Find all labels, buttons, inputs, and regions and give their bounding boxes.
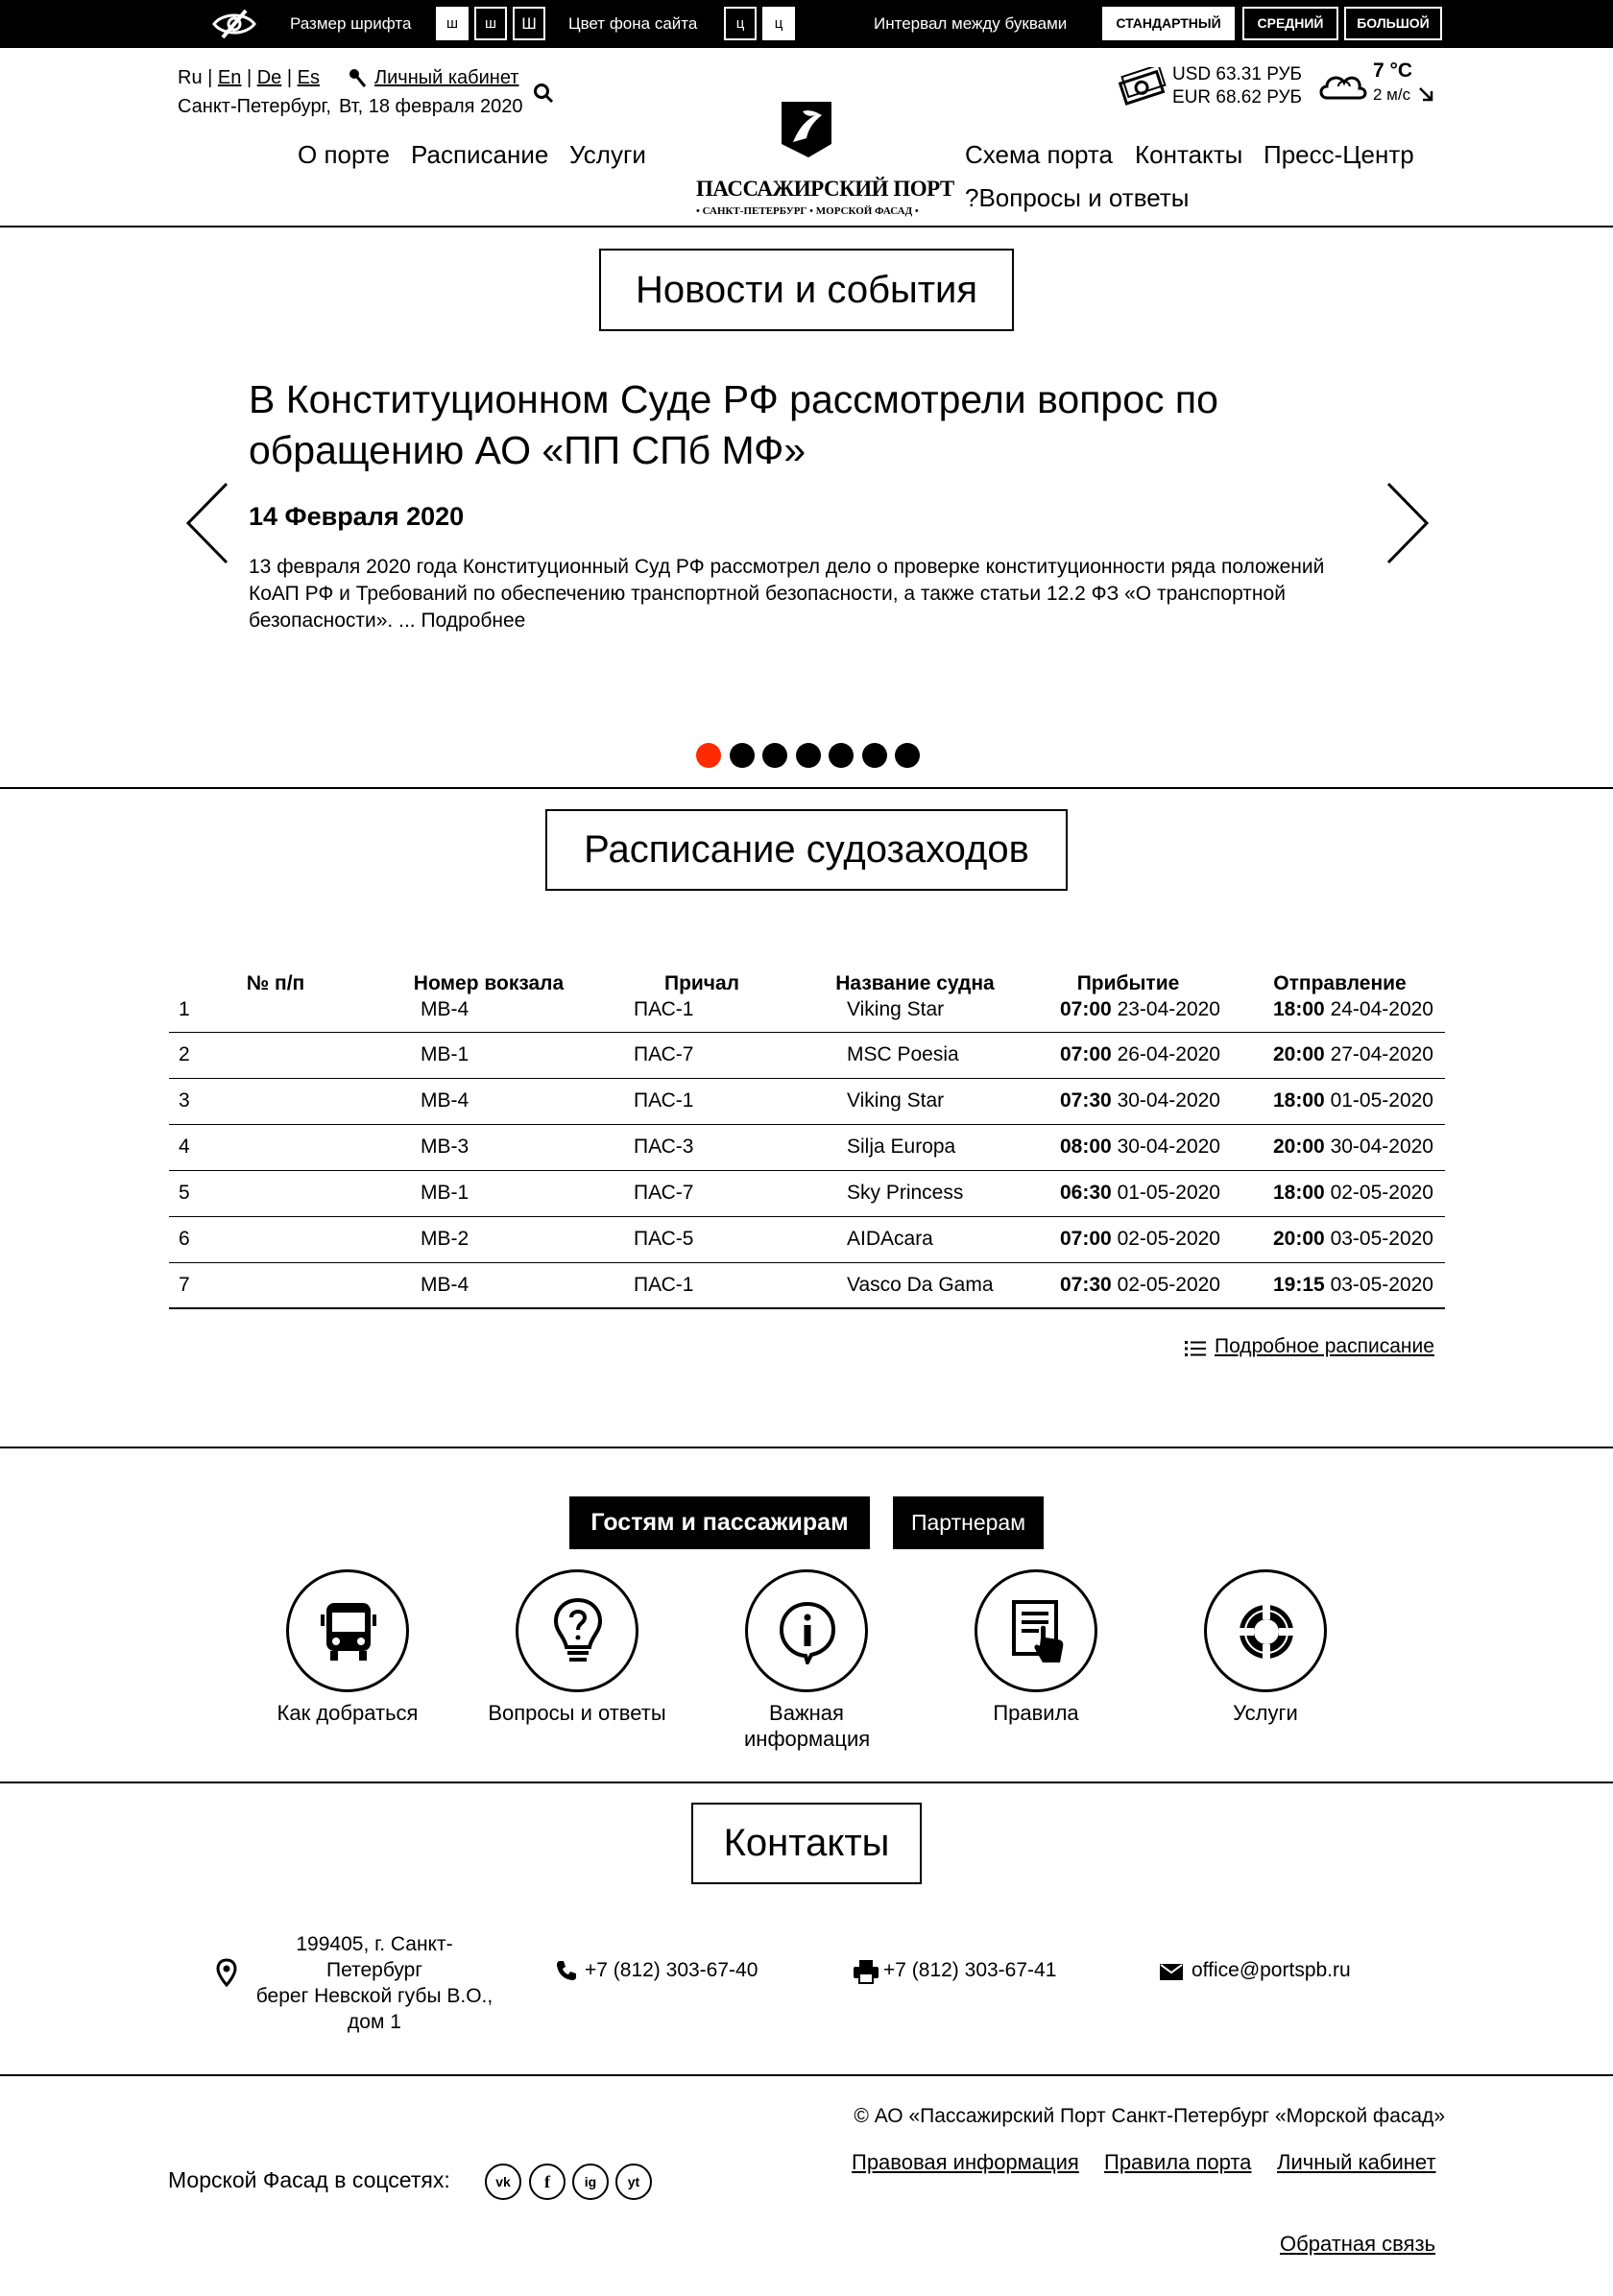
facebook-icon[interactable]: f: [529, 2164, 566, 2200]
service-label: Важная информация: [744, 1701, 871, 1751]
font-size-medium-button[interactable]: ш: [474, 7, 507, 40]
schedule-divider: [0, 1447, 1613, 1448]
cell-departure: [1235, 1124, 1445, 1170]
cell-ship: Sky Princess: [808, 1170, 1022, 1216]
slider-dot[interactable]: [696, 743, 721, 768]
news-text[interactable]: 13 февраля 2020 года Конституционный Суд РФ рассмотрел дело о проверке конституционности ряда положений КоАП РФ и Требований по обеспечению транспортной безопасности, а также статьи 12.2 ФЗ «О транспортной безопасности». ... Подробнее: [249, 556, 1325, 632]
cell-departure: [1235, 1216, 1445, 1262]
money-icon: [1119, 67, 1167, 108]
date-label: Вт, 18 февраля 2020: [339, 96, 523, 117]
cell-departure: [1235, 1262, 1445, 1308]
arrival-date: 02-05-2020: [1117, 1228, 1220, 1250]
lang-ru[interactable]: Ru: [178, 67, 203, 88]
cell-number: 1: [169, 995, 382, 1032]
cell-station: МВ-2: [382, 1216, 595, 1262]
schedule-table: [169, 965, 1445, 1309]
social-label: Морской Фасад в соцсетях:: [168, 2167, 450, 2192]
column-header: № п/п: [246, 972, 305, 994]
lang-separator: |: [207, 67, 213, 88]
cell-arrival: [1022, 1078, 1235, 1124]
eur-rate: EUR 68.62 РУБ: [1172, 87, 1303, 108]
cell-berth: ПАС-3: [595, 1124, 808, 1170]
bg-color-dark-button[interactable]: ц: [724, 7, 757, 40]
location-pin-icon: [216, 1958, 237, 1987]
instagram-icon[interactable]: ig: [572, 2164, 609, 2200]
spacing-large-button[interactable]: БОЛЬШОЙ: [1344, 7, 1442, 40]
key-icon: [348, 67, 367, 88]
departure-time: 20:00: [1273, 1043, 1325, 1065]
envelope-icon: [1160, 1964, 1183, 1980]
table-row: [169, 995, 1445, 1032]
departure-time: 18:00: [1273, 1089, 1325, 1112]
schedule-section-title: Расписание судозаходов: [545, 809, 1068, 891]
news-section-title: Новости и события: [599, 249, 1014, 331]
search-icon[interactable]: [533, 83, 554, 104]
vk-icon[interactable]: vk: [485, 2164, 521, 2200]
column-header: Причал: [663, 972, 740, 994]
service-label: Как добраться: [277, 1701, 419, 1725]
arrival-date: 30-04-2020: [1117, 1089, 1220, 1112]
cell-arrival: [1022, 1032, 1235, 1078]
departure-date: 03-05-2020: [1330, 1228, 1433, 1250]
departure-date: 02-05-2020: [1330, 1182, 1433, 1204]
font-size-label: Размер шрифта: [290, 14, 412, 33]
slider-next-arrow-icon[interactable]: [1384, 482, 1431, 564]
cell-number: 5: [169, 1170, 382, 1216]
cell-ship: Viking Star: [808, 995, 1022, 1032]
cell-departure: [1235, 995, 1445, 1032]
wind-arrow-icon: [1418, 86, 1433, 102]
cell-ship: Silja Europa: [808, 1124, 1022, 1170]
contact-fax[interactable]: +7 (812) 303-67-41: [883, 1959, 1057, 1981]
cell-station: МВ-4: [382, 995, 595, 1032]
footer-link-cabinet[interactable]: Личный кабинет: [1277, 2150, 1436, 2174]
cloud-icon: [1317, 65, 1367, 104]
info-icon: [779, 1601, 836, 1664]
lang-separator: |: [246, 67, 253, 88]
cell-departure: [1235, 1170, 1445, 1216]
weather-temp: 7 °C: [1373, 60, 1413, 82]
font-size-large-button[interactable]: Ш: [513, 7, 545, 40]
table-row: [169, 1124, 1445, 1170]
nav-services[interactable]: Услуги: [569, 140, 646, 169]
bg-color-light-button[interactable]: ц: [762, 7, 795, 40]
slider-dot[interactable]: [796, 743, 821, 768]
header-divider: [0, 226, 1613, 227]
departure-date: 03-05-2020: [1330, 1273, 1433, 1296]
lang-separator: |: [286, 67, 293, 88]
eye-crossed-icon[interactable]: [211, 9, 257, 39]
address-line: Петербург: [326, 1959, 422, 1981]
bus-icon: [321, 1601, 376, 1662]
slider-dot[interactable]: [762, 743, 787, 768]
contacts-divider: [0, 2074, 1613, 2076]
nav-port-map[interactable]: Схема порта: [965, 140, 1114, 169]
city-label: Санкт-Петербург,: [178, 96, 331, 117]
cell-number: 4: [169, 1124, 382, 1170]
arrival-date: 26-04-2020: [1117, 1043, 1220, 1065]
departure-time: 20:00: [1273, 1136, 1325, 1158]
table-row: [169, 1078, 1445, 1124]
cell-arrival: [1022, 1170, 1235, 1216]
cell-number: 7: [169, 1262, 382, 1308]
cell-arrival: [1022, 1124, 1235, 1170]
footer-link-feedback[interactable]: Обратная связь: [1280, 2232, 1436, 2256]
list-icon: [1185, 1340, 1206, 1357]
cell-ship: Vasco Da Gama: [808, 1262, 1022, 1308]
footer-link-port-rules[interactable]: Правила порта: [1104, 2150, 1252, 2174]
table-row: [169, 1032, 1445, 1078]
slider-dot[interactable]: [730, 743, 755, 768]
nav-contacts[interactable]: Контакты: [1135, 140, 1243, 169]
logo-mark-icon: [780, 100, 833, 159]
service-services-button[interactable]: [1204, 1569, 1327, 1692]
arrival-time: 07:30: [1060, 1273, 1112, 1296]
arrival-time: 06:30: [1060, 1182, 1112, 1204]
nav-schedule[interactable]: Расписание: [411, 140, 549, 169]
logo-subtitle: • САНКТ-ПЕТЕРБУРГ • МОРСКОЙ ФАСАД •: [696, 205, 919, 217]
lang-en[interactable]: En: [217, 67, 242, 88]
letter-spacing-label: Интервал между буквами: [874, 14, 1068, 33]
column-header: Название судна: [835, 972, 995, 994]
detailed-schedule-link[interactable]: Подробное расписание: [1215, 1335, 1434, 1357]
service-faq-button[interactable]: [516, 1569, 638, 1692]
spacing-medium-button[interactable]: СРЕДНИЙ: [1242, 7, 1338, 40]
departure-date: 01-05-2020: [1330, 1089, 1433, 1112]
table-row: [169, 1262, 1445, 1308]
arrival-time: 07:00: [1060, 998, 1112, 1020]
cell-departure: [1235, 1032, 1445, 1078]
cell-ship: MSC Poesia: [808, 1032, 1022, 1078]
cell-berth: ПАС-7: [595, 1170, 808, 1216]
cell-number: 6: [169, 1216, 382, 1262]
service-rules-button[interactable]: [975, 1569, 1097, 1692]
slider-prev-arrow-icon[interactable]: [184, 482, 230, 564]
column-header: Номер вокзала: [413, 972, 565, 994]
service-important-info-button[interactable]: [745, 1569, 868, 1692]
departure-time: 20:00: [1273, 1228, 1325, 1250]
lifebuoy-icon: [1236, 1601, 1297, 1662]
bg-color-label: Цвет фона сайта: [568, 14, 698, 33]
site-logo[interactable]: [696, 100, 954, 225]
contact-phone[interactable]: +7 (812) 303-67-40: [585, 1959, 758, 1981]
cell-berth: ПАС-7: [595, 1032, 808, 1078]
column-header: Отправление: [1273, 972, 1407, 994]
arrival-time: 08:00: [1060, 1136, 1112, 1158]
service-label: Правила: [993, 1701, 1079, 1725]
youtube-icon[interactable]: yt: [615, 2164, 652, 2200]
language-switcher: [178, 67, 320, 89]
cell-station: МВ-4: [382, 1078, 595, 1124]
nav-about[interactable]: О порте: [298, 140, 390, 169]
slider-dot[interactable]: [829, 743, 854, 768]
news-divider: [0, 787, 1613, 789]
logo-title: ПАССАЖИРСКИЙ ПОРТ: [696, 177, 954, 201]
contacts-section-title: Контакты: [691, 1803, 922, 1884]
departure-time: 19:15: [1273, 1273, 1325, 1296]
lang-es[interactable]: Es: [297, 67, 320, 88]
service-how-to-get-button[interactable]: [286, 1569, 409, 1692]
slider-dot[interactable]: [862, 743, 887, 768]
address-line: берег Невской губы В.О.,: [255, 1985, 494, 2007]
cell-station: МВ-3: [382, 1124, 595, 1170]
arrival-date: 01-05-2020: [1117, 1182, 1220, 1204]
cell-berth: ПАС-1: [595, 1262, 808, 1308]
usd-rate: USD 63.31 РУБ: [1172, 64, 1303, 84]
arrival-time: 07:00: [1060, 1043, 1112, 1065]
departure-date: 24-04-2020: [1330, 998, 1433, 1020]
cell-arrival: [1022, 1262, 1235, 1308]
arrival-date: 23-04-2020: [1117, 998, 1220, 1020]
services-divider: [0, 1782, 1613, 1783]
lang-de[interactable]: De: [256, 67, 282, 88]
cell-departure: [1235, 1078, 1445, 1124]
footer-link-legal[interactable]: Правовая информация: [852, 2150, 1079, 2174]
footer-copyright: © АО «Пассажирский Порт Санкт-Петербург «Морской фасад»: [854, 2105, 1445, 2127]
news-date: 14 Февраля 2020: [249, 502, 465, 531]
slider-dot[interactable]: [895, 743, 920, 768]
table-row: [169, 1216, 1445, 1262]
question-bulb-icon: [553, 1597, 603, 1666]
cell-station: МВ-1: [382, 1170, 595, 1216]
cell-berth: ПАС-5: [595, 1216, 808, 1262]
fax-printer-icon: [853, 1959, 879, 1984]
arrival-date: 30-04-2020: [1117, 1136, 1220, 1158]
phone-icon: [555, 1959, 578, 1982]
departure-date: 30-04-2020: [1330, 1136, 1433, 1158]
cabinet-link[interactable]: Личный кабинет: [374, 67, 519, 88]
departure-date: 27-04-2020: [1330, 1043, 1433, 1065]
document-hand-icon: [1010, 1599, 1068, 1666]
service-label: Услуги: [1233, 1701, 1298, 1725]
cell-ship: AIDAcara: [808, 1216, 1022, 1262]
contact-email[interactable]: office@portspb.ru: [1192, 1959, 1351, 1981]
address-line: дом 1: [348, 2011, 401, 2033]
weather-wind: 2 м/с: [1373, 85, 1411, 104]
arrival-date: 02-05-2020: [1117, 1273, 1220, 1296]
tab-guests-passengers[interactable]: Гостям и пассажирам: [569, 1496, 870, 1549]
cell-berth: ПАС-1: [595, 995, 808, 1032]
news-headline[interactable]: В Конституционном Суде РФ рассмотрели вопрос по обращению АО «ПП СПб МФ»: [249, 377, 1218, 472]
spacing-standard-button[interactable]: СТАНДАРТНЫЙ: [1102, 7, 1235, 40]
arrival-time: 07:30: [1060, 1089, 1112, 1112]
cell-arrival: [1022, 995, 1235, 1032]
accessibility-bar: [0, 0, 1613, 48]
cell-berth: ПАС-1: [595, 1078, 808, 1124]
service-label: Вопросы и ответы: [488, 1701, 666, 1725]
table-row: [169, 1170, 1445, 1216]
contact-address: [240, 1931, 509, 2035]
cell-station: МВ-4: [382, 1262, 595, 1308]
arrival-time: 07:00: [1060, 1228, 1112, 1250]
nav-press-center[interactable]: Пресс-Центр: [1264, 140, 1414, 169]
tab-partners[interactable]: Партнерам: [893, 1496, 1044, 1549]
cell-number: 3: [169, 1078, 382, 1124]
font-size-small-button[interactable]: ш: [436, 7, 469, 40]
cell-number: 2: [169, 1032, 382, 1078]
cell-ship: Viking Star: [808, 1078, 1022, 1124]
address-line: 199405, г. Санкт-: [296, 1933, 453, 1955]
nav-faq[interactable]: ?Вопросы и ответы: [965, 183, 1190, 212]
cell-arrival: [1022, 1216, 1235, 1262]
departure-time: 18:00: [1273, 998, 1325, 1020]
column-header: Прибытие: [1076, 972, 1180, 994]
cell-station: МВ-1: [382, 1032, 595, 1078]
departure-time: 18:00: [1273, 1182, 1325, 1204]
table-header-row: [169, 965, 1445, 995]
